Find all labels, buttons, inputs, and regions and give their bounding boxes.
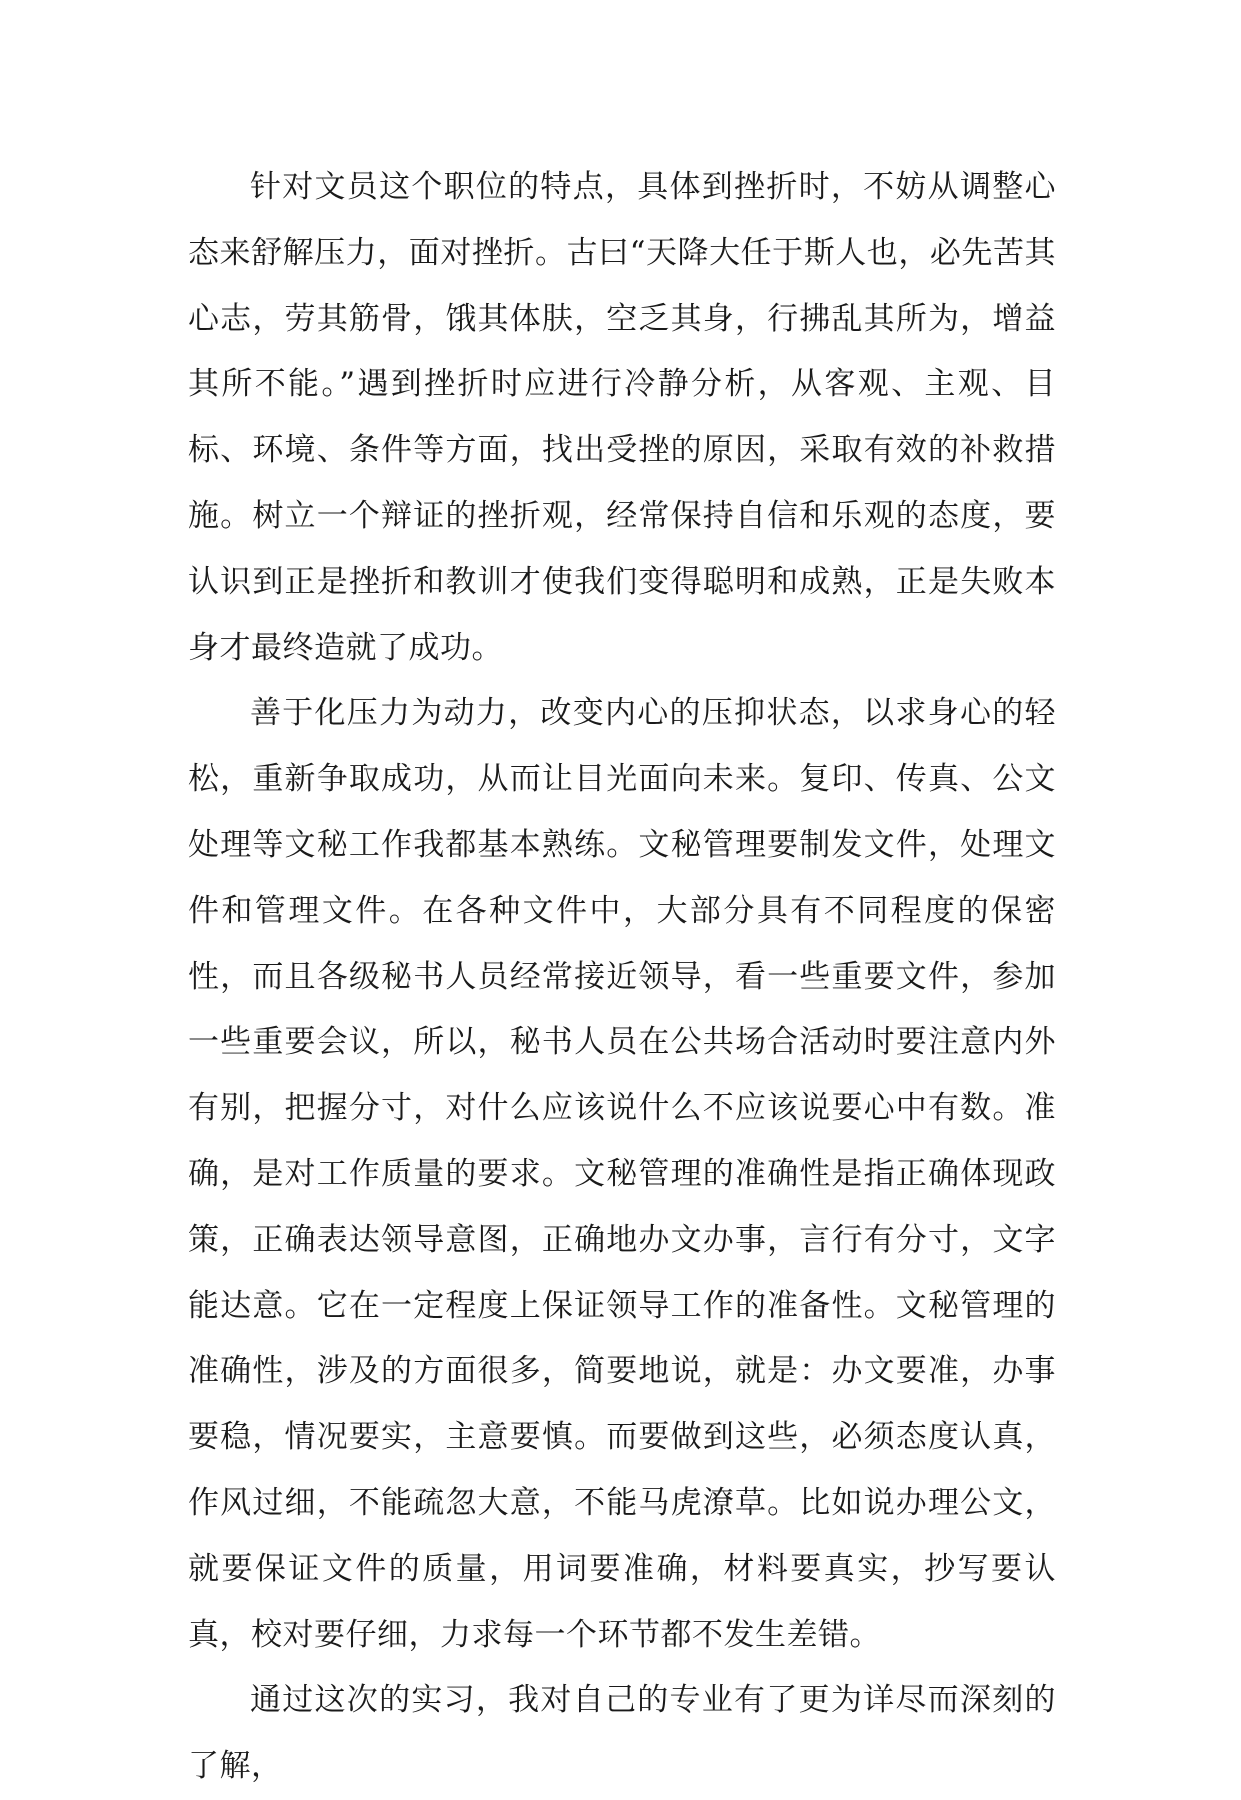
document-body [188, 155, 1056, 1800]
paragraph-3: 通过这次的实习，我对自己的专业有了更为详尽而深刻的了解， [188, 1682, 1056, 1785]
paragraph-2: 善于化压力为动力，改变内心的压抑状态，以求身心的轻松，重新争取成功，从而让目光面向未来。复印、传真、公文处理等文秘工作我都基本熟练。文秘管理要制发文件，处理文件和管理文件。在各种文件中，大部分具有不同程度的保密性，而且各级秘书人员经常接近领导，看一些重要文件，参加一些重要会议，所以，秘书人员在公共场合活动时要注意内外有别，把握分寸，对什么应该说什么不应该说要心中有数。准确，是对工作质量的要求。文秘管理的准确性是指正确体现政策，正确表达领导意图，正确地办文办事，言行有分寸，文字能达意。它在一定程度上保证领导工作的准备性。文秘管理的准确性，涉及的方面很多，简要地说，就是：办文要准，办事要稳，情况要实，主意要慎。而要做到这些，必须态度认真，作风过细，不能疏忽大意，不能马虎潦草。比如说办理公文，就要保证文件的质量，用词要准确，材料要真实，抄写要认真，校对要仔细，力求每一个环节都不发生差错。 [188, 695, 1056, 1653]
paragraph-1: 针对文员这个职位的特点，具体到挫折时，不妨从调整心态来舒解压力，面对挫折。古曰“天降大任于斯人也，必先苦其心志，劳其筋骨，饿其体肤，空乏其身，行拂乱其所为，增益其所不能。”遇到挫折时应进行冷静分析，从客观、主观、目标、环境、条件等方面，找出受挫的原因，采取有效的补救措施。树立一个辩证的挫折观，经常保持自信和乐观的态度，要认识到正是挫折和教训才使我们变得聪明和成熟，正是失败本身才最终造就了成功。 [188, 169, 1056, 666]
